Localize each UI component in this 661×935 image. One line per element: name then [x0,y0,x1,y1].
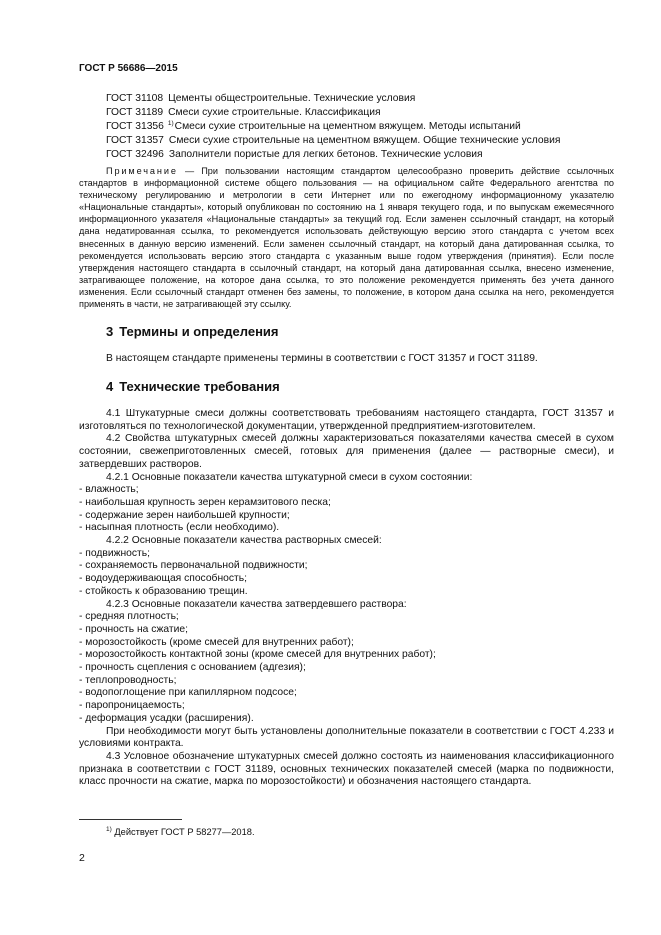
section-title: Термины и определения [119,324,279,339]
reference-code: ГОСТ 32496 [106,148,164,160]
reference-title: Смеси сухие строительные на цементном вяжущем. Методы испытаний [174,120,521,132]
reference-code: ГОСТ 31189 [106,106,164,118]
footnote [106,827,255,837]
reference-list [106,92,616,162]
section-title: Технические требования [119,379,280,394]
section-4-heading [106,379,280,394]
standard-header: ГОСТ Р 56686—2015 [79,63,178,74]
footnote-divider [79,819,182,820]
list-item: - сохраняемость первоначальной подвижности; [79,560,308,572]
reference-item [106,148,616,162]
section-3-heading [106,324,279,339]
list-item: - теплопроводность; [79,674,177,686]
footnote-text: Действует ГОСТ Р 58277—2018. [111,827,255,837]
additional-indicators-paragraph: При необходимости могут быть установлены дополнительные показатели в соответствии с ГОСТ 4.233 и условиями контракта. [79,725,614,750]
list-item: - наибольшая крупность зерен керамзитового песка; [79,496,331,508]
section-number: 4 [106,379,114,394]
list-item: - морозостойкость (кроме смесей для внутренних работ); [79,636,354,648]
clause-4-2: 4.2 Свойства штукатурных смесей должны характеризоваться показателями качества смесей в сухом состоянии, свежеприготовленных смесей, готовых для применения (далее — растворные смеси), и затвердевших растворов. [79,433,614,470]
reference-item [106,92,616,106]
list-item: - водоудерживающая способность; [79,573,247,585]
note-block [79,165,614,310]
reference-title: Смеси сухие строительные на цементном вяжущем. Общие технические условия [168,134,561,146]
reference-code: ГОСТ 31356 [106,120,164,132]
reference-title: Заполнители пористые для легких бетонов. Технические условия [168,148,483,160]
list-item: - средняя плотность; [79,611,179,623]
list-item: - водопоглощение при капиллярном подсосе; [79,687,297,699]
clause-4-2-2: 4.2.2 Основные показатели качества растворных смесей: [106,535,382,547]
list-item: - влажность; [79,484,139,496]
note-paragraph [79,165,614,310]
footnote-mark: 1) [106,826,112,833]
reference-title: Цементы общестроительные. Технические условия [168,93,416,104]
page-number: 2 [79,852,85,864]
clause-4-2-3: 4.2.3 Основные показатели качества затвердевшего раствора: [106,598,407,610]
list-item: - морозостойкость контактной зоны (кроме смесей для внутренних работ); [79,649,436,661]
clause-4-2-1: 4.2.1 Основные показатели качества штукатурной смеси в сухом состоянии: [106,471,473,483]
list-item: - прочность сцепления с основанием (адгезия); [79,662,306,674]
section-4-body [79,408,614,789]
list-item: - насыпная плотность (если необходимо). [79,522,280,534]
note-label: Примечание [106,166,178,176]
section-number: 3 [106,324,114,339]
reference-item [106,120,616,134]
clause-4-3: 4.3 Условное обозначение штукатурных смесей должно состоять из наименования классификационного признака в соответствии с ГОСТ 31189, основных технических показателей смесей (марка по подвижности, класс прочности на сжатие, марка по морозостойкости) и обозначения настоящего стандарта. [79,750,614,788]
list-item: - деформация усадки (расширения). [79,712,254,724]
reference-code: ГОСТ 31108 [106,93,164,104]
reference-code: ГОСТ 31357 [106,134,164,146]
clause-4-1: 4.1 Штукатурные смеси должны соответствовать требованиям настоящего стандарта, ГОСТ 31357 и изготовляться по технологической документации, утвержденной предприятием-изготовителем. [79,408,614,432]
list-item: - подвижность; [79,547,150,559]
list-item: - содержание зерен наибольшей крупности; [79,509,290,521]
list-item: - стойкость к образованию трещин. [79,585,248,597]
section-3-text: В настоящем стандарте применены термины в соответствии с ГОСТ 31357 и ГОСТ 31189. [106,353,538,364]
note-text: — При пользовании настоящим стандартом целесообразно проверить действие ссылочных стандартов в информационной системе общего пользования — на официальном сайте Федерального агентства по техническому регулированию и метрологии в сети Интернет или по ежегодному информационному указателю «Национальные стандарты», который опубликован по состоянию на 1 января текущего года, и по выпускам ежемесячного информационного указателя «Национальные стандарты» за текущий год. Если заменен ссылочный стандарт, на который дана недатированная ссылка, то рекомендуется использовать действующую версию этого стандарта с учетом всех внесенных в данную версию изменений. Если заменен ссылочный стандарт, на который дана датированная ссылка, то рекомендуется использовать версию этого стандарта с указанным выше годом утверждения (принятия). Если после утверждения настоящего стандарта в ссылочный стандарт, на который дана датированная ссылка, внесено изменение, затрагивающее положение, на которое дана ссылка, то это положение рекомендуется применять без учета данного изменения. Если ссылочный стандарт отменен без замены, то положение, в котором дана ссылка на него, рекомендуется применять в части, не затрагивающей эту ссылку. [79,166,614,310]
reference-item [106,134,616,148]
reference-footnote-mark: 1) [167,119,174,127]
list-item: - паропроницаемость; [79,700,185,712]
reference-title: Смеси сухие строительные. Классификация [168,106,381,118]
reference-item [106,106,616,120]
list-item: - прочность на сжатие; [79,623,188,635]
